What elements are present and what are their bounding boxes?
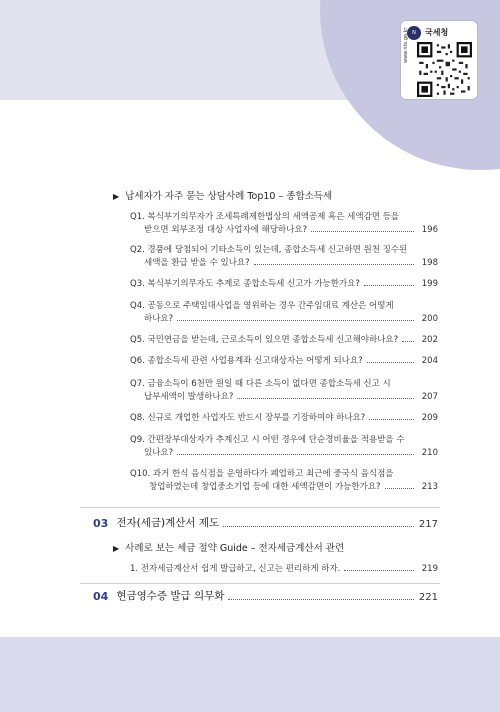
q6-line1: Q6. 종합소득세 관련 사업용계좌 신고대상자는 어떻게 되나요? (130, 356, 363, 366)
toc-row-q10[interactable] (149, 480, 438, 492)
leader-dots (223, 525, 414, 527)
page-number: 209 (421, 413, 438, 423)
q7-line1: Q7. 금융소득이 6천만 원일 때 다른 소득이 없다면 종합소득세 신고 시 (130, 379, 391, 389)
page-number: 219 (421, 564, 438, 574)
qr-code-icon (417, 42, 472, 97)
leader-dots (367, 361, 414, 363)
nts-logo-icon: N (407, 26, 421, 40)
page-number: 204 (421, 356, 438, 366)
page-number: 196 (421, 225, 438, 235)
page-number: 202 (421, 335, 438, 345)
section-heading: ▶ 납세자가 자주 묻는 상담사례 Top10 – 종합소득세 (113, 191, 333, 202)
toc-row-q2[interactable] (144, 256, 438, 268)
q4-line2: 하나요? (144, 314, 174, 324)
page-number: 221 (418, 592, 438, 603)
leader-dots (369, 418, 414, 420)
q1-line1: Q1. 복식부기의무자가 조세특례제한법상의 세액공제 혹은 세액감면 등을 (130, 212, 400, 222)
q3-line1: Q3. 복식부기의무자도 추계로 종합소득세 신고가 가능한가요? (130, 279, 360, 289)
subsection-heading: ▶ 사례로 보는 세금 절약 Guide – 전자세금계산서 관련 (113, 543, 345, 554)
sub-item-label: 1. 전자세금계산서 쉽게 발급하고, 신고는 편리하게 하자. (130, 564, 341, 574)
toc-row-q9[interactable] (144, 446, 438, 458)
page-number: 200 (421, 314, 438, 324)
divider (80, 507, 440, 508)
leader-dots (177, 319, 414, 321)
page-number: 213 (421, 482, 438, 492)
page-number: 210 (421, 448, 438, 458)
leader-dots (364, 284, 414, 286)
q10-line2: 창업하였는데 창업중소기업 등에 대한 세액감면이 가능한가요? (149, 482, 381, 492)
q4-line1: Q4. 공동으로 주택임대사업을 영위하는 경우 간주임대료 계산은 어떻게 (130, 301, 394, 311)
chapter-number: 04 (93, 590, 109, 603)
triangle-bullet-icon: ▶ (113, 192, 120, 201)
q1-line2: 받으면 외부조정 대상 사업자에 해당하나요? (144, 225, 308, 235)
toc-row-chapter-03[interactable] (93, 515, 438, 530)
bottom-band (0, 637, 500, 712)
chapter-number: 03 (93, 517, 109, 530)
toc-row-chapter-04[interactable] (93, 588, 438, 603)
qr-badge (400, 20, 478, 100)
leader-dots (254, 263, 414, 265)
leader-dots (385, 487, 414, 489)
q10-line1: Q10. 과거 한식 음식점을 운영하다가 폐업하고 최근에 중국식 음식점을 (130, 469, 394, 479)
triangle-bullet-icon: ▶ (113, 544, 120, 553)
q2-line1: Q2. 경품에 당첨되어 기타소득이 있는데, 종합소득세 신고하면 원천 징수된 (130, 245, 408, 255)
toc-row-q6[interactable] (130, 354, 438, 366)
q9-line2: 있나요? (144, 448, 174, 458)
leader-dots (237, 397, 414, 399)
leader-dots (228, 598, 414, 600)
toc-row-q5[interactable] (130, 333, 438, 345)
toc-row-q3[interactable] (130, 277, 438, 289)
page-number: 217 (418, 519, 438, 530)
url-label: www.nts.go.kr (403, 27, 409, 63)
page-number: 198 (421, 258, 438, 268)
toc-row-q4[interactable] (144, 312, 438, 324)
page-number: 207 (421, 392, 438, 402)
leader-dots (402, 340, 414, 342)
leader-dots (177, 453, 414, 455)
toc-row-q1[interactable] (144, 223, 438, 235)
chapter-title: 현금영수증 발급 의무화 (116, 590, 225, 602)
q9-line1: Q9. 간편장부대상자가 추계신고 시 어떤 경우에 단순경비율을 적용받을 수 (130, 435, 405, 445)
page-number: 199 (421, 279, 438, 289)
q5-line1: Q5. 국민연금을 받는데, 근로소득이 있으면 종합소득세 신고해야하나요? (130, 335, 399, 345)
divider (80, 583, 440, 584)
q8-line1: Q8. 신규로 개업한 사업자도 반드시 장부를 기장하여야 하나요? (130, 413, 366, 423)
leader-dots (344, 569, 414, 571)
q7-line2: 납부세액이 발생하나요? (144, 392, 234, 402)
leader-dots (311, 230, 414, 232)
toc-row-sub-item-1[interactable] (130, 562, 438, 574)
chapter-title: 전자(세금)계산서 제도 (116, 517, 220, 529)
toc-row-q8[interactable] (130, 411, 438, 423)
agency-label: 국세청 (425, 28, 449, 37)
toc-row-q7[interactable] (144, 390, 438, 402)
q2-line2: 세액을 환급 받을 수 있나요? (144, 258, 250, 268)
